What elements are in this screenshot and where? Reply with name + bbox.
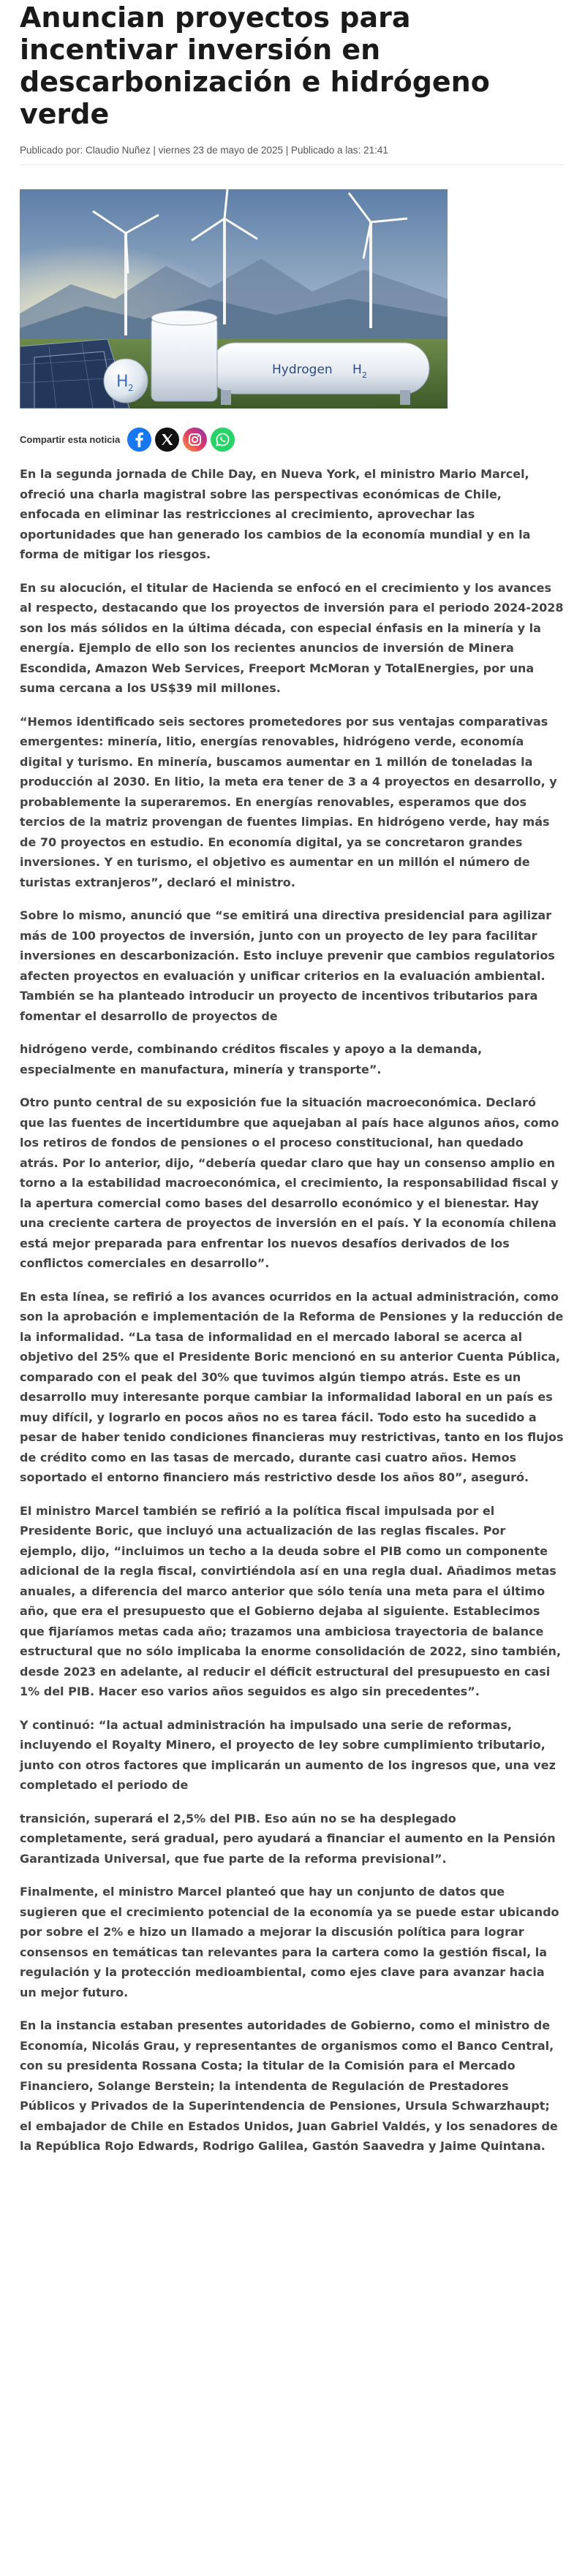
article-paragraph: Y continuó: “la actual administración ha impulsado una serie de reformas, incluyendo el Royalty Minero, el proyecto de ley sobre cumplimiento tributario, junto con otros factores que implicarán un aumento de los ingresos que, una vez completado el periodo de [20,1717,556,1792]
whatsapp-share-button[interactable] [211,428,235,452]
article-paragraph: Otro punto central de su exposición fue la situación macroeconómica. Declaró que las fuentes de incertidumbre que aquejaban al país hace algunos años, como los retiros de fondos de pensiones o el proceso constitucional, han quedado atrás. Por lo anterior, dijo, “debería quedar claro que hay un consenso amplio en torno a la estabilidad macroeconómica, el crecimiento, la responsabilidad fiscal y la apertura comercial como bases del desarrollo económico y el bienestar. Hay una creciente cartera de proyectos de inversión en el país. Y la economía chilena está mejor preparada para enfrentar los nuevos desafíos derivados de los conflictos comerciales en desarrollo”. [20,1095,559,1270]
hero-image [20,189,448,409]
facebook-share-button[interactable] [127,428,151,452]
sphere-subscript: 2 [128,383,134,393]
sphere-label: H [116,373,129,391]
article-body [20,464,565,2157]
article-paragraph: Sobre lo mismo, anunció que “se emitirá una directiva presidencial para agilizar más de 100 proyectos de inversión, junto con un proyecto de ley para facilitar inversiones en descarbonización. Esto incluye prevenir que cambios regulatorios afecten proyectos en evaluación y unificar criterios en la evaluación ambiental. También se ha planteado introducir un proyecto de incentivos tributarios para fomentar el desarrollo de proyectos de [20,908,555,1023]
tank-label: Hydrogen [272,362,333,377]
h2-sphere [104,359,148,403]
article-paragraph: transición, superará el 2,5% del PIB. Eso aún no se ha desplegado completamente, será gradual, pero ayudará a financiar el aumento en la Pensión Garantizada Universal, que fue parte de la reforma previsional”. [20,1811,556,1866]
article-title: Anuncian proyectos para incentivar inversión en descarbonización e hidrógeno verde [20,1,490,130]
article-paragraph: “Hemos identificado seis sectores prometedores por sus ventajas comparativas emergentes: minería, litio, energías renovables, hidrógeno verde, economía digital y turismo. En minería, buscamos aumentar en 1 millón de toneladas la producción al 2030. En litio, la meta era tener de 3 a 4 proyectos en desarrollo, y probablemente la superaremos. En energías renovables, esperamos que dos tercios de la matriz provengan de fuentes limpias. En hidrógeno verde, hay más de 70 proyectos en estudio. En economía digital, ya se concretaron grandes inversiones. Y en turismo, el objetivo es aumentar en un millón el número de turistas extranjeros”, declaró el ministro. [20,714,557,889]
article-paragraph: En su alocución, el titular de Hacienda se enfocó en el crecimiento y los avances al respecto, destacando que los proyectos de inversión para el periodo 2024-2028 son los más sólidos en la última década, con especial énfasis en la minería y la energía. Ejemplo de ello son los recientes anuncios de inversión de Minera Escondida, Amazon Web Services, Freeport McMoran y TotalEnergies, por una suma cercana a los US$39 mil millones. [20,580,564,695]
whatsapp-icon [211,428,235,452]
article-paragraph: En la instancia estaban presentes autoridades de Gobierno, como el ministro de Economía, Nicolás Grau, y representantes de organismos como el Banco Central, con su presidenta Rossana Costa; la titular de la Comisión para el Mercado Financiero, Solange Berstein; la intendenta de Regulación de Prestadores Públicos y Privados de la Superintendencia de Pensiones, Ursula Schwarzhaupt; el embajador de Chile en Estados Unidos, Juan Gabriel Valdés, y los senadores de la República Rojo Edwards, Rodrigo Galilea, Gastón Saavedra y Jaime Quintana. [20,2018,558,2153]
facebook-icon [127,428,151,452]
x-icon [155,428,179,452]
share-label: Compartir esta noticia [20,433,121,445]
share-bar [20,425,565,454]
hydrogen-illustration [20,189,448,409]
instagram-icon [183,428,207,452]
article-paragraph: El ministro Marcel también se refirió a la política fiscal impulsada por el Presidente Boric, que incluyó una actualización de las reglas fiscales. Por ejemplo, dijo, “incluimos un techo a la deuda sobre el PIB como un componente adicional de la regla fiscal, convirtiéndola así en una regla dual. Añadimos metas anuales, a diferencia del marco anterior que sólo tenía una meta para el último año, que era el presupuesto que el Gobierno dejaba al siguiente. Establecimos que fijaríamos metas cada año; trazamos una ambiciosa trayectoria de balance estructural que no sólo implicaba la enorme consolidación de 2022, sino también, desde 2023 en adelante, al reducir el déficit estructural del presupuesto en casi 1% del PIB. Hacer eso varios años seguidos es algo sin precedentes”. [20,1503,562,1698]
tank-formula: H [352,362,362,377]
article-paragraph: En la segunda jornada de Chile Day, en Nueva York, el ministro Mario Marcel, ofreció una charla magistral sobre las perspectivas económicas de Chile, enfocada en eliminar las restricciones al crecimiento, aprovechar las oportunidades que han generado los cambios de la economía mundial y en la forma de mitigar los riesgos. [20,467,531,561]
x-share-button[interactable] [155,428,179,452]
article-paragraph: Finalmente, el ministro Marcel planteó que hay un conjunto de datos que sugieren que el crecimiento potencial de la economía ya se puede estar ubicando por sobre el 2% e hizo un llamado a mejorar la discusión política para lograr consensos en temáticas tan relevantes para la cartera como la gestión fiscal, la regulación y la protección medioambiental, como ejes clave para avanzar hacia un mejor futuro. [20,1885,559,1999]
article-paragraph: En esta línea, se refirió a los avances ocurridos en la actual administración, como son la aprobación e implementación de la Reforma de Pensiones y la reducción de la informalidad. “La tasa de informalidad en el mercado laboral se acerca al objetivo del 25% que el Presidente Boric mencionó en su anterior Cuenta Pública, comparado con el peak del 30% que tuvimos algún tiempo atrás. Este es un desarrollo muy interesante porque cambiar la informalidad laboral en un país es muy difícil, y lograrlo en pocos años no es tarea fácil. Todo esto ha sucedido a pesar de haber tenido condiciones financieras muy restrictivas, tanto en los flujos de crédito como en las tasas de mercado, durante casi cuatro años. Hemos soportado el entorno financiero más restrictivo desde los años 80”, aseguró. [20,1289,564,1484]
article-byline: Publicado por: Claudio Nuñez | viernes 23 de mayo de 2025 | Publicado a las: 21:41 [20,145,565,165]
storage-cylinder [151,311,217,401]
article-paragraph: hidrógeno verde, combinando créditos fiscales y apoyo a la demanda, especialmente en manufactura, minería y transporte”. [20,1042,483,1076]
instagram-share-button[interactable] [183,428,207,452]
tank-subscript: 2 [362,371,367,380]
